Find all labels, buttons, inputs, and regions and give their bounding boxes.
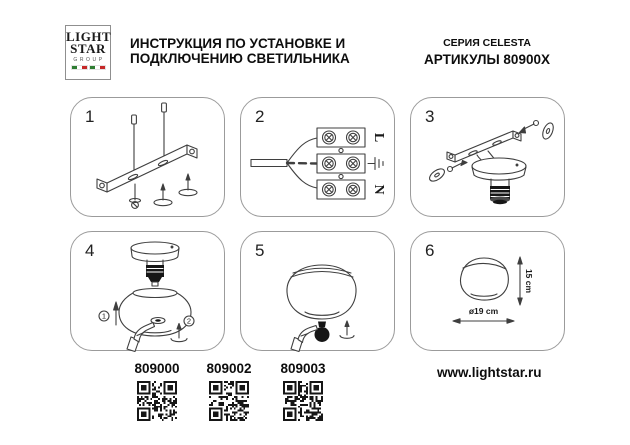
step-1-panel <box>70 97 225 217</box>
screw-and-washer-right <box>520 121 556 141</box>
bracket-drawing <box>97 103 197 208</box>
article-number: 809000 <box>134 361 180 376</box>
callout-2-number: 2 <box>186 316 192 326</box>
article-column <box>187 361 271 421</box>
step-6-panel <box>410 231 565 351</box>
diameter-label: ø19 cm <box>468 306 499 316</box>
step-2-panel <box>240 97 395 217</box>
lightstar-logo <box>65 25 111 80</box>
dimensions-drawing <box>411 232 566 352</box>
title-line-1: ИНСТРУКЦИЯ ПО УСТАНОВКЕ И <box>130 36 346 51</box>
series-block <box>402 37 572 67</box>
step-number: 6 <box>425 241 435 260</box>
height-dimension-arrow <box>518 257 522 305</box>
step-4-panel <box>70 231 225 351</box>
article-number: 809003 <box>280 361 326 376</box>
terminal-label-neutral: N <box>370 184 386 195</box>
step-5-panel <box>240 231 395 351</box>
articles-label: АРТИКУЛЫ 80900X <box>424 52 550 67</box>
ceiling-base-drawing <box>131 242 179 286</box>
cable-and-wires <box>251 138 317 188</box>
shade-attachment-drawing <box>71 232 226 352</box>
screw-and-washer-left <box>427 161 467 184</box>
assembled-lamp-drawing <box>461 258 509 300</box>
bulb-insertion-drawing <box>241 232 396 352</box>
website-url: www.lightstar.ru <box>437 365 542 380</box>
fixing-pin-drawing <box>340 321 354 338</box>
logo-text-group: GROUP <box>73 57 105 63</box>
terminal-label-live: L <box>370 132 386 143</box>
wiring-drawing <box>241 98 396 218</box>
qr-code <box>283 381 323 421</box>
series-label: СЕРИЯ CELESTA <box>443 37 531 49</box>
terminal-block <box>317 128 365 199</box>
italian-flags-icon <box>66 66 110 69</box>
step-number: 5 <box>255 241 265 260</box>
title-line-2: ПОДКЛЮЧЕНИЮ СВЕТИЛЬНИКА <box>130 51 350 66</box>
step-number: 2 <box>255 107 265 126</box>
step-number: 1 <box>85 107 95 126</box>
page-title <box>130 36 350 66</box>
logo-text-light: LIGHT <box>66 29 112 44</box>
ceiling-base-drawing <box>472 158 526 204</box>
qr-code <box>137 381 177 421</box>
earth-icon <box>368 158 383 170</box>
bulb-drawing <box>315 322 330 343</box>
bracket-and-screws-drawing <box>71 98 226 218</box>
qr-code <box>209 381 249 421</box>
article-number: 809002 <box>206 361 252 376</box>
hand-icon <box>291 326 318 352</box>
glass-shade-drawing <box>287 265 356 319</box>
logo-text-star: STAR <box>70 41 106 56</box>
step-number: 4 <box>85 241 95 260</box>
diameter-dimension-arrow <box>453 319 514 323</box>
base-mounting-drawing <box>411 98 566 218</box>
article-column <box>261 361 345 421</box>
height-label: 15 cm <box>523 268 534 294</box>
callout-1-number: 1 <box>101 311 107 321</box>
step-3-panel <box>410 97 565 217</box>
step-number: 3 <box>425 107 435 126</box>
fixing-ring-drawing <box>151 318 165 324</box>
